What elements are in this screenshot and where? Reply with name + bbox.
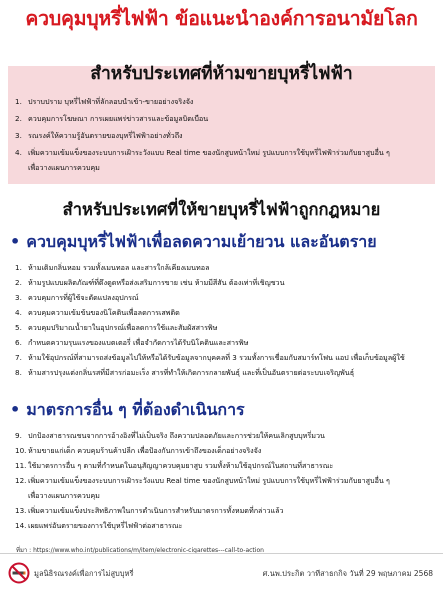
item-number: 9. <box>15 431 22 440</box>
source-citation: ที่มา : https://www.who.int/publications/m/item/electronic-cigarettes---call-to-action <box>16 547 264 554</box>
list-item <box>15 145 430 175</box>
list-item <box>15 305 435 320</box>
subheading-text: มาตรการอื่น ๆ ที่ต้องดำเนินการ <box>26 400 245 419</box>
item-text: กำหนดความรุนแรงของแบตเตอรี่ เพื่อจำกัดการได้รับนิโคตินและสารพิษ <box>28 338 249 347</box>
list-item <box>15 518 435 533</box>
item-text: เผยแพร่อันตรายของการใช้บุหรี่ไฟฟ้าต่อสาธารณะ <box>28 521 183 530</box>
item-number: 6. <box>15 338 22 347</box>
reduce-harm-list <box>15 260 435 380</box>
item-text: ควบคุมปริมาณน้ำยาในอุปกรณ์เพื่อลดการใช้และสัมผัสสารพิษ <box>28 323 218 332</box>
footer <box>0 553 443 590</box>
item-text: ใช้มาตรการอื่น ๆ ตามที่กำหนดในอนุสัญญาควบคุมยาสูบ รวมทั้งห้ามใช้อุปกรณ์ในสถานที่สาธารณะ <box>28 461 334 470</box>
bullet-icon: • <box>10 400 21 419</box>
item-number: 14. <box>15 521 27 530</box>
item-number: 7. <box>15 353 22 362</box>
item-number: 11. <box>15 461 27 470</box>
item-text: ควบคุมการที่ผู้ใช้จะดัดแปลงอุปกรณ์ <box>28 293 139 302</box>
list-item <box>15 443 435 458</box>
list-item <box>15 350 435 365</box>
list-item <box>15 94 430 109</box>
item-text: ห้ามสารปรุงแต่งกลิ่นรสที่มีสารก่อมะเร็ง สารที่ทำให้เกิดการกลายพันธุ์ และที่เป็นอันตรายต่อระบบเจริญพันธุ์ <box>28 368 355 377</box>
item-number: 4. <box>15 308 22 317</box>
item-text: ห้ามขายแก่เด็ก ควบคุมร้านค้าปลีก เพื่อป้องกันการเข้าถึงของเด็กอย่างจริงจัง <box>28 446 262 455</box>
ban-measures-list <box>15 94 430 177</box>
item-text: เพิ่มความเข้มแข็งของระบบการเฝ้าระวังแบบ Real time ของนักสูบหน้าใหม่ รูปแบบการใช้บุหรี่ไฟฟ้าร่วมกับยาสูบอื่น ๆ <box>28 476 390 485</box>
list-item <box>15 320 435 335</box>
item-number: 3. <box>15 131 22 140</box>
item-number: 2. <box>15 278 22 287</box>
list-item <box>15 458 435 473</box>
list-item <box>15 290 435 305</box>
footer-author-date: ศ.นพ.ประกิต วาทีสาธกกิจ วันที่ 29 พฤษภาคม 2568 <box>262 569 433 578</box>
subheading-text: ควบคุมบุหรี่ไฟฟ้าเพื่อลดความเย้ายวน และอันตราย <box>26 232 377 251</box>
list-item <box>15 260 435 275</box>
item-number: 13. <box>15 506 27 515</box>
list-item <box>15 503 435 518</box>
item-number: 1. <box>15 97 22 106</box>
item-text: ห้ามรูปแบบผลิตภัณฑ์ที่ดึงดูดหรือส่งเสริมการขาย เช่น ห้ามมีสีสัน ต้องเท่าที่เชิญชวน <box>28 278 285 287</box>
item-text: ปกป้องสาธารณชนจากการอ้างอิงที่ไม่เป็นจริง ถึงความปลอดภัยและการช่วยให้คนเลิกสูบบุหรี่มวน <box>28 431 325 440</box>
other-measures-subheading <box>10 398 245 422</box>
page-title: ควบคุมบุหรี่ไฟฟ้า ข้อแนะนำองค์การอนามัยโลก <box>25 7 418 30</box>
legal-section-heading: สำหรับประเทศที่ให้ขายบุหรี่ไฟฟ้าถูกกฎหมาย <box>62 200 381 219</box>
item-text: ปราบปราม บุหรี่ไฟฟ้าที่ลักลอบนำเข้า-ขายอย่างจริงจัง <box>28 97 194 106</box>
item-text: ควบคุมความเข้มข้นของนิโคตินเพื่อลดการเสพติด <box>28 308 180 317</box>
item-text: เพิ่มความเข้มแข็งของระบบการเฝ้าระวังแบบ Real time ของนักสูบหน้าใหม่ รูปแบบการใช้บุหรี่ไฟฟ้าร่วมกับยาสูบอื่น ๆ <box>28 148 390 157</box>
item-text: เพิ่มความเข้มแข็งประสิทธิภาพในการดำเนินการสำหรับมาตรการทั้งหมดที่กล่าวแล้ว <box>28 506 284 515</box>
item-number: 5. <box>15 323 22 332</box>
item-number: 1. <box>15 263 22 272</box>
list-item <box>15 365 435 380</box>
item-text-continued: เพื่อวางแผนการควบคุม <box>28 491 100 500</box>
list-item <box>15 428 435 443</box>
bullet-icon: • <box>10 232 21 251</box>
item-text-continued: เพื่อวางแผนการควบคุม <box>28 163 100 172</box>
ban-section-heading: สำหรับประเทศที่ห้ามขายบุหรี่ไฟฟ้า <box>90 64 353 84</box>
item-number: 12. <box>15 476 27 485</box>
list-item <box>15 473 435 503</box>
list-item <box>15 128 430 143</box>
item-number: 2. <box>15 114 22 123</box>
reduce-harm-subheading <box>10 230 377 254</box>
item-number: 4. <box>15 148 22 157</box>
other-measures-list <box>15 428 435 533</box>
item-text: ห้ามใช้อุปกรณ์ที่สามารถส่งข้อมูลไปให้หรือได้รับข้อมูลจากบุคคลที่ 3 รวมทั้งการเชื่อมกับสมาร์ทโฟน แอป เพื่อเก็บข้อมูลผู้ใช้ <box>28 353 405 362</box>
item-text: ห้ามเติมกลิ่นหอม รวมทั้งเมนทอล และสารใกล้เคียงเมนทอล <box>28 263 210 272</box>
item-text: ควบคุมการโฆษณา การเผยแพร่ข่าวสารและข้อมูลบิดเบือน <box>28 114 209 123</box>
no-smoking-icon <box>8 562 30 584</box>
item-text: รณรงค์ให้ความรู้อันตรายของบุหรี่ไฟฟ้าอย่างทั่วถึง <box>28 131 183 140</box>
list-item <box>15 275 435 290</box>
list-item <box>15 111 430 126</box>
item-number: 3. <box>15 293 22 302</box>
list-item <box>15 335 435 350</box>
item-number: 10. <box>15 446 27 455</box>
item-number: 8. <box>15 368 22 377</box>
footer-organization: มูลนิธิรณรงค์เพื่อการไม่สูบบุหรี่ <box>34 569 134 578</box>
